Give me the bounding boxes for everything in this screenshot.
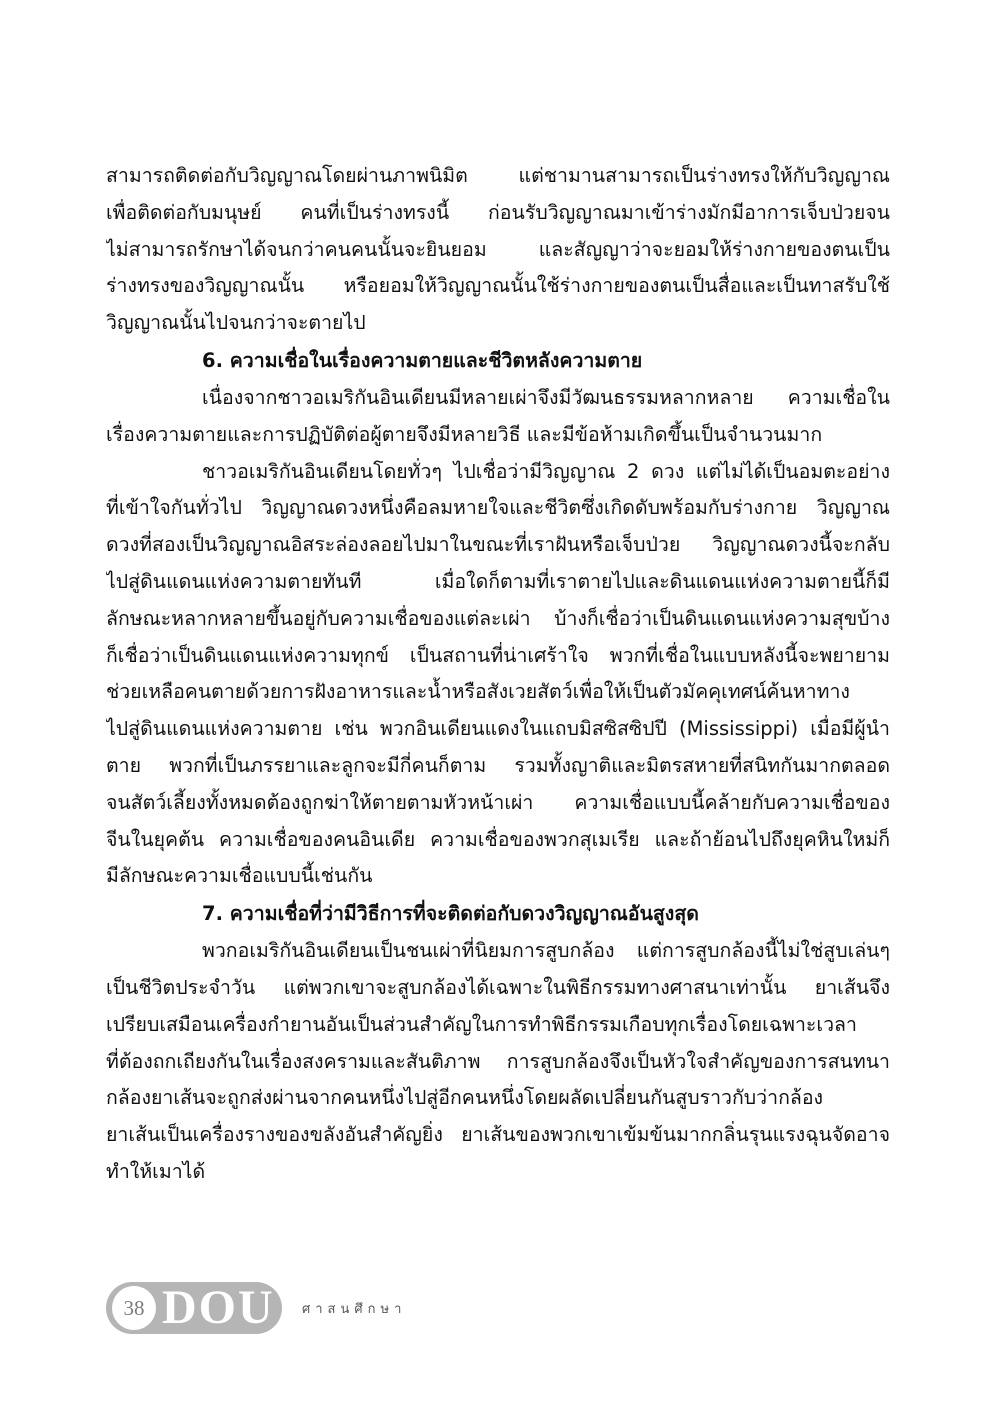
page-number: 38 [112, 1286, 156, 1330]
text-line: เพื่อติดต่อกับมนุษย์ คนที่เป็นร่างทรงนี้ ก่อนรับวิญญาณมาเข้าร่างมักมีอาการเจ็บป่วยจน [106, 200, 890, 224]
text-line: ชาวอเมริกันอินเดียนโดยทั่วๆ ไปเชื่อว่ามีวิญญาณ 2 ดวง แต่ไม่ได้เป็นอมตะอย่าง [202, 459, 890, 483]
text-line: วิญญาณนั้นไปจนกว่าจะตายไป [106, 311, 366, 335]
text-line: ก็เชื่อว่าเป็นดินแดนแห่งความทุกข์ เป็นสถานที่น่าเศร้าใจ พวกที่เชื่อในแบบหลังนี้จะพยายาม [106, 643, 890, 667]
footer-badge [106, 1282, 282, 1334]
section-7-heading: 7. ความเชื่อที่ว่ามีวิธีการที่จะติดต่อกับดวงวิญญาณอันสูงสุด [202, 902, 699, 926]
text-line: ดวงที่สองเป็นวิญญาณอิสระล่องลอยไปมาในขณะที่เราฝันหรือเจ็บป่วย วิญญาณดวงนี้จะกลับ [106, 533, 890, 557]
text-line: เรื่องความตายและการปฏิบัติต่อผู้ตายจึงมีหลายวิธี และมีข้อห้ามเกิดขึ้นเป็นจำนวนมาก [106, 422, 823, 446]
text-line: เป็นชีวิตประจำวัน แต่พวกเขาจะสูบกล้องได้เฉพาะในพิธีกรรมทางศาสนาเท่านั้น ยาเส้นจึง [106, 975, 890, 999]
text-line: เนื่องจากชาวอเมริกันอินเดียนมีหลายเผ่าจึงมีวัฒนธรรมหลากหลาย ความเชื่อใน [202, 385, 890, 409]
text-line: กล้องยาเส้นจะถูกส่งผ่านจากคนหนึ่งไปสู่อีกคนหนึ่งโดยผลัดเปลี่ยนกันสูบราวกับว่ากล้อง [106, 1086, 824, 1110]
section-6-paragraph-2 [106, 454, 890, 896]
dou-logo: DOU [162, 1281, 275, 1334]
text-line: ทำให้เมาได้ [106, 1159, 206, 1183]
text-line: จีนในยุคต้น ความเชื่อของคนอินเดีย ความเชื่อของพวกสุเมเรีย และถ้าย้อนไปถึงยุคหินใหม่ก็ [106, 827, 890, 851]
page-footer [106, 1282, 406, 1334]
section-6-heading: 6. ความเชื่อในเรื่องความตายและชีวิตหลังความตาย [202, 348, 643, 372]
section-6-paragraph-1 [106, 380, 890, 454]
text-line: ยาเส้นเป็นเครื่องรางของขลังอันสำคัญยิ่ง ยาเส้นของพวกเขาเข้มข้นมากกลิ่นรุนแรงฉุนจัดอาจ [106, 1123, 890, 1147]
text-line: พวกอเมริกันอินเดียนเป็นชนเผ่าที่นิยมการสูบกล้อง แต่การสูบกล้องนี้ไม่ใช่สูบเล่นๆ [202, 939, 890, 963]
section-7-paragraph-1 [106, 933, 890, 1191]
text-line: ช่วยเหลือคนตายด้วยการฝังอาหารและน้ำหรือสังเวยสัตว์เพื่อให้เป็นตัวมัคคุเทศน์ค้นหาทาง [106, 680, 850, 704]
footer-subject: ศาสนศึกษา [302, 1301, 407, 1317]
text-line: ไม่สามารถรักษาได้จนกว่าคนคนนั้นจะยินยอม และสัญญาว่าจะยอมให้ร่างกายของตนเป็น [106, 237, 890, 261]
text-line: มีลักษณะความเชื่อแบบนี้เช่นกัน [106, 864, 373, 888]
text-line: ที่ต้องถกเถียงกันในเรื่องสงครามและสันติภาพ การสูบกล้องจึงเป็นหัวใจสำคัญของการสนทนา [106, 1049, 890, 1073]
text-line: ที่เข้าใจกันทั่วไป วิญญาณดวงหนึ่งคือลมหายใจและชีวิตซึ่งเกิดดับพร้อมกับร่างกาย วิญญาณ [106, 496, 890, 520]
paragraph-intro [106, 158, 890, 342]
text-line: ตาย พวกที่เป็นภรรยาและลูกจะมีกี่คนก็ตาม รวมทั้งญาติและมิตรสหายที่สนิทกันมากตลอด [106, 753, 890, 777]
text-line: จนสัตว์เลี้ยงทั้งหมดต้องถูกฆ่าให้ตายตามหัวหน้าเผ่า ความเชื่อแบบนี้คล้ายกับความเชื่อของ [106, 790, 890, 814]
text-line: เปรียบเสมือนเครื่องกำยานอันเป็นส่วนสำคัญในการทำพิธีกรรมเกือบทุกเรื่องโดยเฉพาะเวลา [106, 1012, 857, 1036]
text-line: ลักษณะหลากหลายขึ้นอยู่กับความเชื่อของแต่ละเผ่า บ้างก็เชื่อว่าเป็นดินแดนแห่งความสุขบ้าง [106, 606, 890, 630]
text-line: สามารถติดต่อกับวิญญาณโดยผ่านภาพนิมิต แต่ชามานสามารถเป็นร่างทรงให้กับวิญญาณ [106, 164, 890, 187]
text-line: ร่างทรงของวิญญาณนั้น หรือยอมให้วิญญาณนั้นใช้ร่างกายของตนเป็นสื่อและเป็นทาสรับใช้ [106, 274, 890, 298]
text-line: ไปสู่ดินแดนแห่งความตาย เช่น พวกอินเดียนแดงในแถบมิสซิสซิปปี (Mississippi) เมื่อมีผู้นำ [106, 717, 890, 741]
page-body [106, 158, 890, 1191]
text-line: ไปสู่ดินแดนแห่งความตายทันที เมื่อใดก็ตามที่เราตายไปและดินแดนแห่งความตายนี้ก็มี [106, 569, 890, 593]
